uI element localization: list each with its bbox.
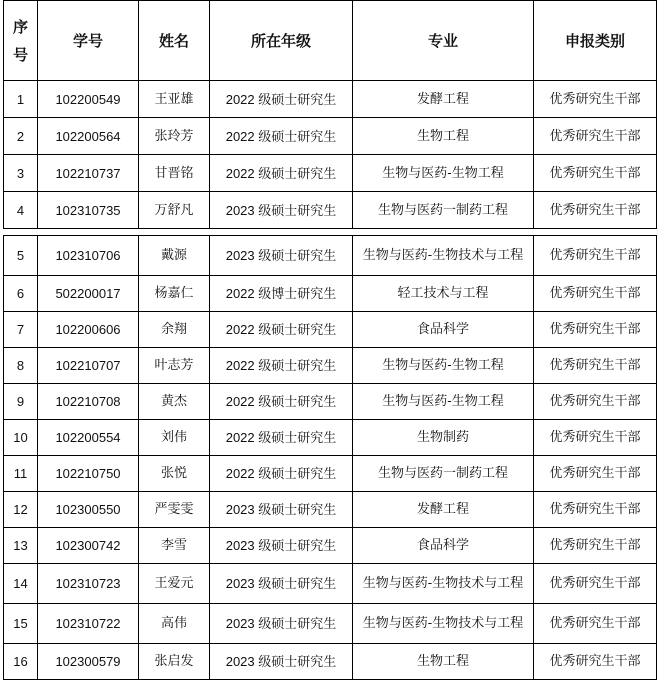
grade-cell: 2022 级硕士研究生 [210,456,353,492]
col-header-no: 序 号 [4,1,38,81]
grade-cell: 2022 级硕士研究生 [210,155,353,192]
table-row [4,312,657,348]
name-cell: 王爱元 [139,564,210,604]
table-row [4,118,657,155]
row-number: 15 [4,604,38,644]
table-row [4,155,657,192]
grade-cell: 2023 级硕士研究生 [210,644,353,680]
major-cell: 食品科学 [353,312,534,348]
row-number: 2 [4,118,38,155]
student-id-cell: 102210750 [38,456,139,492]
col-header-category: 申报类别 [534,1,657,81]
grade-cell: 2022 级硕士研究生 [210,81,353,118]
major-cell: 轻工技术与工程 [353,276,534,312]
category-cell: 优秀研究生干部 [534,118,657,155]
student-id-cell: 102310706 [38,236,139,276]
major-cell: 生物与医药一制药工程 [353,192,534,229]
grade-cell: 2023 级硕士研究生 [210,604,353,644]
student-id-cell: 102200554 [38,420,139,456]
table-row [4,81,657,118]
row-number: 7 [4,312,38,348]
col-header-grade: 所在年级 [210,1,353,81]
student-id-cell: 502200017 [38,276,139,312]
name-cell: 余翔 [139,312,210,348]
category-cell: 优秀研究生干部 [534,192,657,229]
category-cell: 优秀研究生干部 [534,155,657,192]
major-cell: 生物与医药-生物技术与工程 [353,604,534,644]
table-row [4,492,657,528]
row-number: 12 [4,492,38,528]
name-cell: 戴源 [139,236,210,276]
student-id-cell: 102300742 [38,528,139,564]
major-cell: 发酵工程 [353,81,534,118]
category-cell: 优秀研究生干部 [534,384,657,420]
table-row [4,384,657,420]
student-id-cell: 102200564 [38,118,139,155]
table-row [4,236,657,276]
col-header-major: 专业 [353,1,534,81]
student-id-cell: 102300550 [38,492,139,528]
table-row [4,420,657,456]
major-cell: 生物与医药-生物技术与工程 [353,236,534,276]
name-cell: 甘晋铭 [139,155,210,192]
row-number: 8 [4,348,38,384]
table-body-block1 [4,81,657,229]
table-row [4,276,657,312]
category-cell: 优秀研究生干部 [534,528,657,564]
grade-cell: 2023 级硕士研究生 [210,528,353,564]
name-cell: 张悦 [139,456,210,492]
grade-cell: 2023 级硕士研究生 [210,492,353,528]
category-cell: 优秀研究生干部 [534,348,657,384]
row-number: 11 [4,456,38,492]
nominee-table [3,0,657,680]
grade-cell: 2023 级硕士研究生 [210,564,353,604]
category-cell: 优秀研究生干部 [534,604,657,644]
page-break-gap [4,229,657,236]
grade-cell: 2022 级硕士研究生 [210,348,353,384]
major-cell: 生物与医药-生物工程 [353,155,534,192]
major-cell: 生物工程 [353,644,534,680]
category-cell: 优秀研究生干部 [534,456,657,492]
name-cell: 黄杰 [139,384,210,420]
student-id-cell: 102300579 [38,644,139,680]
row-number: 1 [4,81,38,118]
row-number: 5 [4,236,38,276]
row-number: 3 [4,155,38,192]
student-id-cell: 102200606 [38,312,139,348]
table-row [4,564,657,604]
student-id-cell: 102210708 [38,384,139,420]
grade-cell: 2022 级博士研究生 [210,276,353,312]
category-cell: 优秀研究生干部 [534,420,657,456]
row-number: 6 [4,276,38,312]
grade-cell: 2022 级硕士研究生 [210,420,353,456]
name-cell: 李雪 [139,528,210,564]
grade-cell: 2022 级硕士研究生 [210,384,353,420]
row-number: 14 [4,564,38,604]
table-row [4,192,657,229]
table-row [4,348,657,384]
major-cell: 生物工程 [353,118,534,155]
row-number: 4 [4,192,38,229]
name-cell: 刘伟 [139,420,210,456]
row-number: 13 [4,528,38,564]
category-cell: 优秀研究生干部 [534,236,657,276]
table-row [4,644,657,680]
student-id-cell: 102310723 [38,564,139,604]
name-cell: 叶志芳 [139,348,210,384]
student-id-cell: 102200549 [38,81,139,118]
row-number: 16 [4,644,38,680]
name-cell: 高伟 [139,604,210,644]
name-cell: 张玲芳 [139,118,210,155]
major-cell: 生物与医药一制药工程 [353,456,534,492]
table-body-block2 [4,236,657,680]
student-id-cell: 102210737 [38,155,139,192]
student-id-cell: 102210707 [38,348,139,384]
major-cell: 生物与医药-生物工程 [353,348,534,384]
major-cell: 生物与医药-生物技术与工程 [353,564,534,604]
major-cell: 生物制药 [353,420,534,456]
category-cell: 优秀研究生干部 [534,312,657,348]
col-header-student-id: 学号 [38,1,139,81]
row-number: 10 [4,420,38,456]
row-number: 9 [4,384,38,420]
table-row [4,456,657,492]
major-cell: 发酵工程 [353,492,534,528]
category-cell: 优秀研究生干部 [534,81,657,118]
table-row [4,604,657,644]
grade-cell: 2023 级硕士研究生 [210,192,353,229]
name-cell: 万舒凡 [139,192,210,229]
name-cell: 杨嘉仁 [139,276,210,312]
grade-cell: 2022 级硕士研究生 [210,312,353,348]
grade-cell: 2023 级硕士研究生 [210,236,353,276]
table-row [4,528,657,564]
name-cell: 严雯雯 [139,492,210,528]
name-cell: 王亚雄 [139,81,210,118]
name-cell: 张启发 [139,644,210,680]
major-cell: 食品科学 [353,528,534,564]
student-id-cell: 102310735 [38,192,139,229]
category-cell: 优秀研究生干部 [534,644,657,680]
col-header-name: 姓名 [139,1,210,81]
header-row [4,1,657,81]
category-cell: 优秀研究生干部 [534,276,657,312]
student-id-cell: 102310722 [38,604,139,644]
major-cell: 生物与医药-生物工程 [353,384,534,420]
category-cell: 优秀研究生干部 [534,564,657,604]
category-cell: 优秀研究生干部 [534,492,657,528]
grade-cell: 2022 级硕士研究生 [210,118,353,155]
